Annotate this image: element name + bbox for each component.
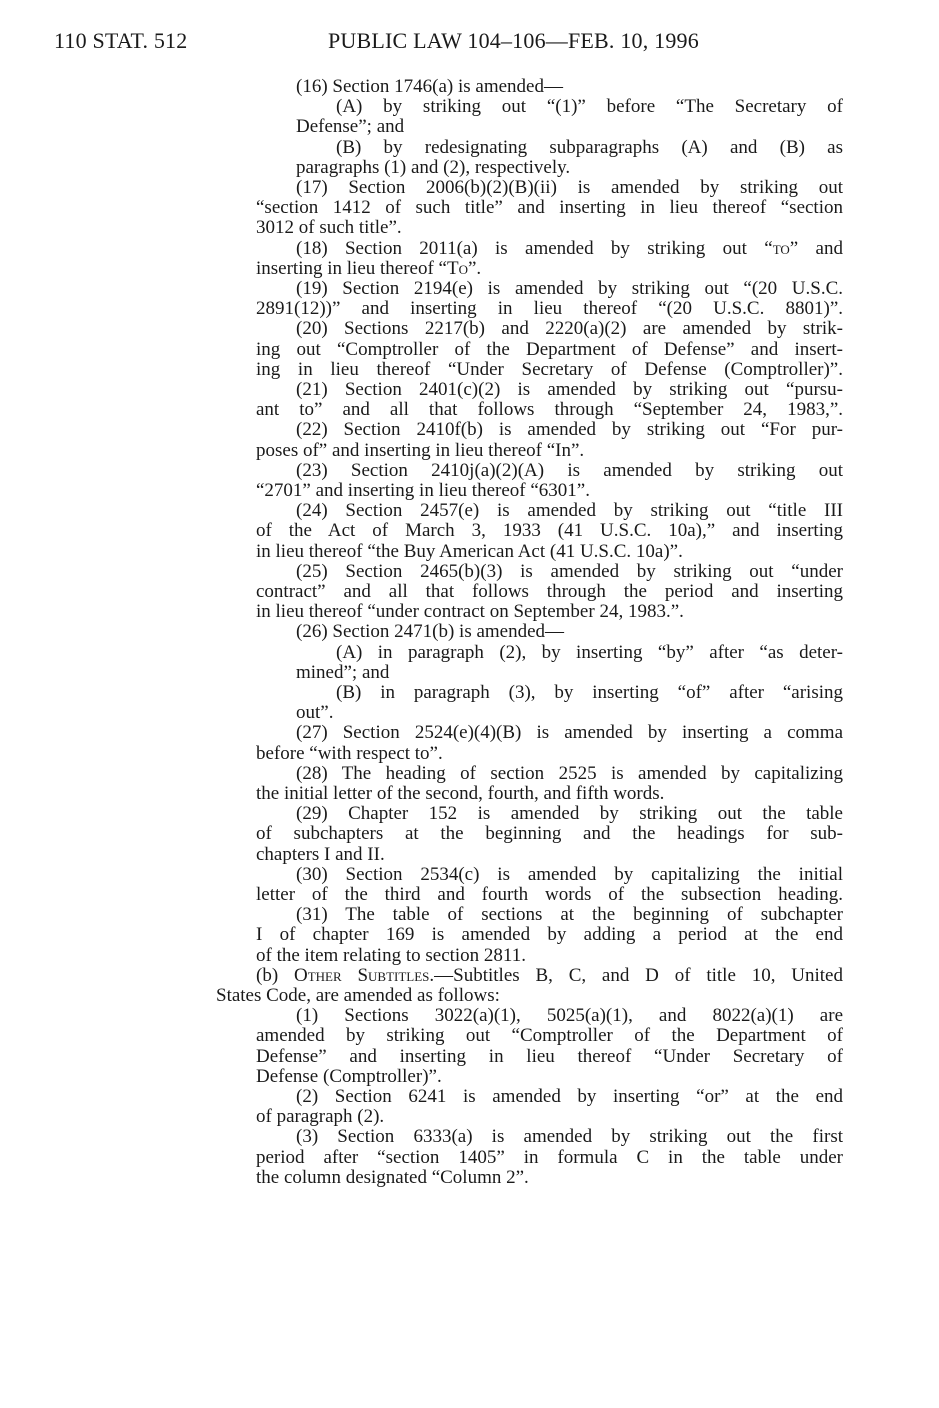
small-caps-text: ubtitles <box>368 964 430 986</box>
text-segment: mined”; and <box>296 661 390 683</box>
text-segment: (30) Section 2534(c) is amended by capitalizing the initial <box>296 863 843 885</box>
text-segment: of the Act of March 3, 1933 (41 U.S.C. 10a),” and inserting <box>256 520 843 542</box>
text-line <box>256 299 843 319</box>
text-line <box>296 77 843 97</box>
text-segment: poses of” and inserting in lieu thereof “In”. <box>256 439 585 461</box>
text-segment: (24) Section 2457(e) is amended by striking out “title III <box>296 500 843 522</box>
text-line <box>256 198 843 218</box>
text-segment: (3) Section 6333(a) is amended by striking out the first <box>296 1126 843 1148</box>
text-line <box>296 117 843 137</box>
text-line <box>256 925 843 945</box>
text-line <box>296 622 843 642</box>
text-segment: (31) The table of sections at the beginning of subchapter <box>296 904 843 926</box>
text-segment: (1) Sections 3022(a)(1), 5025(a)(1), and 8022(a)(1) are <box>296 1005 843 1027</box>
text-line <box>296 461 843 481</box>
text-segment: (29) Chapter 152 is amended by striking out the table <box>296 803 843 825</box>
text-line <box>296 865 843 885</box>
text-segment: in lieu thereof “under contract on September 24, 1983.”. <box>256 601 684 623</box>
text-segment: inserting in lieu thereof “T <box>256 257 459 279</box>
small-caps-text: to <box>772 237 790 259</box>
text-segment: (16) Section 1746(a) is amended— <box>296 76 563 97</box>
text-segment: of subchapters at the beginning and the headings for sub- <box>256 823 843 845</box>
small-caps-text: o <box>458 257 468 279</box>
text-line <box>256 582 843 602</box>
text-segment: Defense”; and <box>296 116 405 138</box>
text-line <box>296 178 843 198</box>
text-line <box>256 1107 843 1127</box>
text-segment: ing in lieu thereof “Under Secretary of Defense (Comptroller)”. <box>256 358 843 380</box>
text-segment: (19) Section 2194(e) is amended by striking out “(20 U.S.C. <box>296 278 843 299</box>
text-line <box>296 319 843 339</box>
text-segment: (B) by redesignating subparagraphs (A) and (B) as <box>336 136 843 158</box>
page-stat-citation: 110 STAT. 512 <box>54 28 188 53</box>
text-line <box>296 1087 843 1107</box>
text-line <box>256 946 843 966</box>
text-line <box>296 420 843 440</box>
text-line <box>256 1047 843 1067</box>
text-segment: of paragraph (2). <box>256 1106 385 1128</box>
text-segment: (20) Sections 2217(b) and 2220(a)(2) are amended by strik- <box>296 318 843 340</box>
text-line <box>336 683 843 703</box>
text-segment: (A) by striking out “(1)” before “The Secretary of <box>336 96 843 118</box>
text-segment: (22) Section 2410f(b) is amended by striking out “For pur- <box>296 419 843 441</box>
text-segment: Defense (Comptroller)”. <box>256 1065 442 1087</box>
text-segment: amended by striking out “Comptroller of the Department of <box>256 1025 843 1047</box>
text-line <box>256 521 843 541</box>
text-segment: .—Subtitles B, C, and D of title 10, United <box>429 964 843 986</box>
text-segment: before “with respect to”. <box>256 742 443 764</box>
text-line <box>256 1026 843 1046</box>
text-line <box>256 340 843 360</box>
text-segment: “2701” and inserting in lieu thereof “6301”. <box>256 480 590 501</box>
small-caps-text: ther <box>307 964 342 986</box>
text-line <box>256 481 843 501</box>
text-segment: (2) Section 6241 is amended by inserting “or” at the end <box>296 1086 843 1107</box>
text-segment: (26) Section 2471(b) is amended— <box>296 621 565 643</box>
text-line <box>296 562 843 582</box>
text-line <box>216 986 843 1006</box>
text-line <box>296 1127 843 1147</box>
text-line <box>336 643 843 663</box>
text-segment: the initial letter of the second, fourth, and fifth words. <box>256 783 665 804</box>
text-line <box>336 138 843 158</box>
text-line <box>256 885 843 905</box>
text-segment: (27) Section 2524(e)(4)(B) is amended by inserting a comma <box>296 722 843 744</box>
text-line <box>296 239 843 259</box>
text-line <box>256 966 843 986</box>
text-segment: (18) Section 2011(a) is amended by striking out “ <box>296 237 773 259</box>
text-segment: 2891(12))” and inserting in lieu thereof “(20 U.S.C. 8801)”. <box>256 298 843 320</box>
text-line <box>256 602 843 622</box>
text-line <box>256 218 843 238</box>
text-line <box>256 1148 843 1168</box>
text-line <box>256 1067 843 1087</box>
running-header-public-law: PUBLIC LAW 104–106—FEB. 10, 1996 <box>328 28 699 53</box>
text-segment: (B) in paragraph (3), by inserting “of” after “arising <box>336 682 843 703</box>
text-segment: period after “section 1405” in formula C in the table under <box>256 1146 843 1168</box>
text-line <box>296 279 843 299</box>
text-segment: (A) in paragraph (2), by inserting “by” after “as deter- <box>336 641 843 663</box>
text-segment: 3012 of such title”. <box>256 217 402 239</box>
text-segment: paragraphs (1) and (2), respectively. <box>296 156 571 178</box>
text-line <box>296 703 843 723</box>
text-segment: S <box>341 964 369 986</box>
text-segment: ”. <box>468 257 482 279</box>
text-line <box>256 824 843 844</box>
text-line <box>296 905 843 925</box>
text-segment: (17) Section 2006(b)(2)(B)(ii) is amended by striking out <box>296 177 843 198</box>
text-line <box>256 744 843 764</box>
text-segment: out”. <box>296 702 334 724</box>
text-line <box>296 663 843 683</box>
text-segment: letter of the third and fourth words of the subsection heading. <box>256 884 843 905</box>
text-line <box>296 380 843 400</box>
text-segment: ing out “Comptroller of the Department of Defense” and insert- <box>256 338 843 360</box>
text-line <box>256 1168 843 1188</box>
text-segment: (b) O <box>256 964 308 986</box>
text-segment: (28) The heading of section 2525 is amended by capitalizing <box>296 762 843 784</box>
text-segment: the column designated “Column 2”. <box>256 1166 529 1188</box>
text-line <box>256 441 843 461</box>
text-segment: Defense” and inserting in lieu thereof “Under Secretary of <box>256 1045 843 1067</box>
text-segment: “section 1412 of such title” and inserting in lieu thereof “section <box>256 197 843 219</box>
text-line <box>296 804 843 824</box>
text-line <box>296 158 843 178</box>
text-line <box>256 360 843 380</box>
text-segment: (23) Section 2410j(a)(2)(A) is amended by striking out <box>296 459 843 481</box>
text-segment: I of chapter 169 is amended by adding a period at the end <box>256 924 843 946</box>
text-segment: States Code, are amended as follows: <box>216 985 500 1006</box>
text-line <box>256 400 843 420</box>
text-line <box>256 845 843 865</box>
text-line <box>296 501 843 521</box>
text-segment: (25) Section 2465(b)(3) is amended by striking out “under <box>296 560 843 582</box>
text-segment: chapters I and II. <box>256 843 385 865</box>
text-line <box>256 542 843 562</box>
text-line <box>256 784 843 804</box>
text-segment: ant to” and all that follows through “September 24, 1983,”. <box>256 399 843 421</box>
text-line <box>256 259 843 279</box>
text-segment: (21) Section 2401(c)(2) is amended by striking out “pursu- <box>296 379 843 400</box>
text-line <box>296 1006 843 1026</box>
text-line <box>296 723 843 743</box>
text-line <box>296 764 843 784</box>
text-segment: contract” and all that follows through the period and inserting <box>256 581 843 602</box>
text-segment: ” and <box>789 237 843 259</box>
text-segment: in lieu thereof “the Buy American Act (41 U.S.C. 10a)”. <box>256 540 683 562</box>
text-line <box>336 97 843 117</box>
text-segment: of the item relating to section 2811. <box>256 944 526 966</box>
